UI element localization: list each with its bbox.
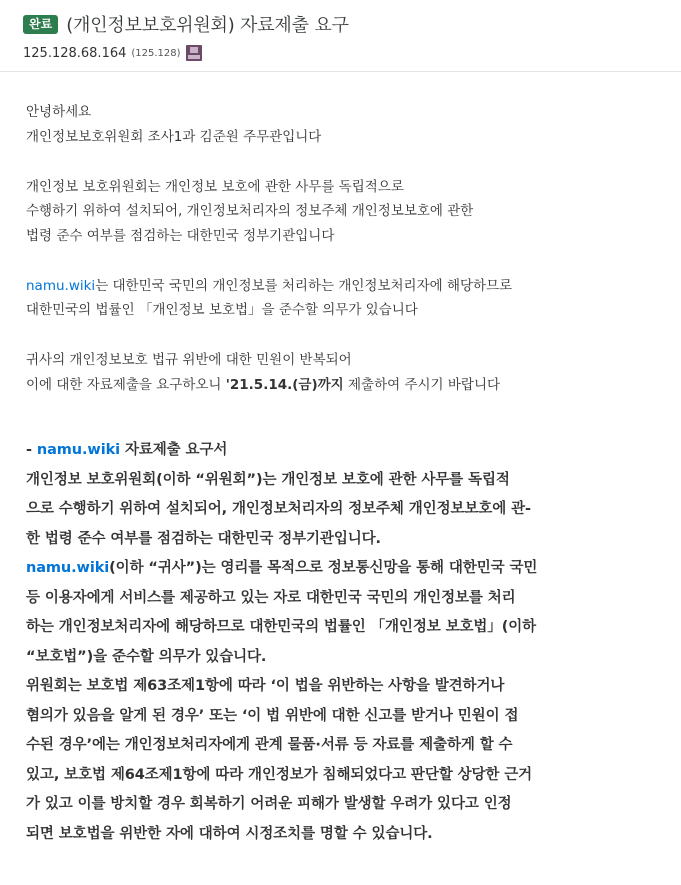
document-line: 수된 경우’에는 개인정보처리자에게 관계 물품·서류 등 자료를 제출하게 할 수 [26, 737, 513, 753]
description-line: 개인정보 보호위원회는 개인정보 보호에 관한 사무를 독립적으로 [26, 178, 404, 195]
document-line: 등 이용자에게 서비스를 제공하고 있는 자로 대한민국 국민의 개인정보를 처리 [26, 589, 516, 606]
user-profile-icon[interactable] [186, 45, 202, 61]
document-site-link[interactable]: namu.wiki [36, 442, 121, 458]
document-line: 있고, 보호법 제64조제1항에 따라 개인정보가 침해되었다고 판단할 상당한 근거 [26, 766, 533, 783]
title-row [23, 11, 349, 37]
document-line-text: (이하 “귀사”)는 영리를 목적으로 정보통신망을 통해 대한민국 국민 [109, 560, 538, 576]
post-header [0, 0, 681, 72]
author-meta [23, 45, 202, 61]
author-ip-range: (125.128) [131, 47, 181, 59]
site-obligation-text: 는 대한민국 국민의 개인정보를 처리하는 개인정보처리자에 해당하므로 [95, 277, 513, 294]
document-line: 으로 수행하기 위하여 설치되어, 개인정보처리자의 정보주체 개인정보보호에 관- [26, 501, 531, 517]
site-link[interactable]: namu.wiki [26, 277, 96, 294]
greeting-line: 안녕하세요 [26, 104, 92, 120]
document-line: 되면 보호법을 위반한 자에 대하여 시정조치를 명할 수 있습니다. [26, 825, 433, 842]
description-line: 수행하기 위하여 설치되어, 개인정보처리자의 정보주체 개인정보보호에 관한 [26, 203, 474, 219]
document-site-link[interactable]: namu.wiki [26, 560, 110, 576]
heading-dash: - [26, 442, 37, 458]
document-line: “보호법”)을 준수할 의무가 있습니다. [26, 648, 267, 665]
document-line: 가 있고 이를 방치할 경우 회복하기 어려운 피해가 발생할 우려가 있다고 인정 [26, 796, 512, 812]
request-text: 이에 대한 자료제출을 요구하오니 [26, 376, 226, 393]
status-badge: 완료 [23, 15, 58, 34]
post-intro [26, 100, 656, 397]
description-line: 법령 준수 여부를 점검하는 대한민국 정부기관입니다 [26, 227, 335, 244]
document-heading [26, 436, 656, 466]
request-text: 제출하여 주시기 바랍니다 [343, 376, 501, 393]
deadline-date: '21.5.14.(금)까지 [225, 376, 344, 393]
document-line: 혐의가 있음을 알게 된 경우’ 또는 ‘이 법 위반에 대한 신고를 받거나 민원이 접 [26, 707, 519, 724]
request-document [26, 436, 656, 849]
heading-text: 자료제출 요구서 [120, 442, 228, 458]
site-obligation-line [26, 274, 656, 299]
request-deadline-line [26, 373, 656, 398]
site-obligation-line: 대한민국의 법률인 「개인정보 보호법」을 준수할 의무가 있습니다 [26, 302, 418, 318]
sender-line: 개인정보보호위원회 조사1과 김준원 주무관입니다 [26, 128, 322, 145]
request-line: 귀사의 개인정보보호 법규 위반에 대한 민원이 반복되어 [26, 352, 352, 368]
author-ip[interactable]: 125.128.68.164 [23, 45, 127, 61]
document-line: 개인정보 보호위원회(이하 “위원회”)는 개인정보 보호에 관한 사무를 독립적 [26, 471, 510, 488]
page-title: (개인정보보호위원회) 자료제출 요구 [66, 15, 349, 36]
document-line: 하는 개인정보처리자에 해당하므로 대한민국의 법률인 「개인정보 보호법」(이하 [26, 619, 537, 635]
document-line: 위원회는 보호법 제63조제1항에 따라 ‘이 법을 위반하는 사항을 발견하거나 [26, 678, 505, 694]
document-line: 한 법령 준수 여부를 점검하는 대한민국 정부기관입니다. [26, 530, 381, 547]
document-line [26, 554, 656, 584]
